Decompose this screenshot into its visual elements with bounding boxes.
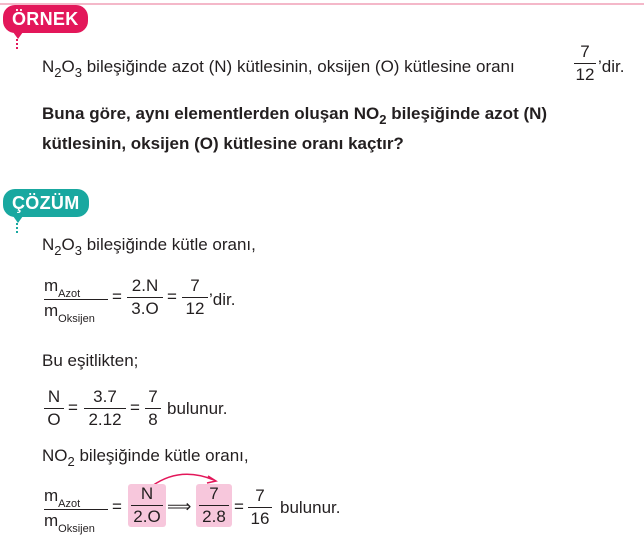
eq3-fraction-2-denominator: 2.O — [133, 507, 161, 526]
formula-o: O — [61, 235, 75, 254]
solution-intro-3-text: bileşiğinde kütle oranı, — [74, 446, 249, 465]
eq3-fraction-4 — [248, 486, 272, 529]
eq1-fraction-2-numerator: 2.N — [131, 276, 159, 295]
oksijen-subscript: Oksijen — [58, 523, 95, 535]
eq2-fraction-1-denominator: O — [47, 410, 61, 429]
eq1-fraction-3 — [182, 276, 208, 319]
fraction-bar — [127, 297, 163, 298]
eq1-fraction-2-denominator: 3.O — [131, 299, 159, 318]
formula-n-sub: 2 — [54, 65, 62, 80]
eq2-fraction-2-denominator: 2.12 — [88, 410, 122, 429]
eq2-fraction-3 — [145, 387, 161, 430]
question-suffix: ’dir. — [598, 57, 625, 76]
example-badge-dotted-line — [16, 39, 20, 49]
formula-n-sub: 2 — [54, 243, 62, 258]
equals-sign: = — [68, 398, 78, 417]
example-badge: ÖRNEK — [3, 5, 88, 33]
implies-arrow-icon: ⟹ — [167, 497, 192, 516]
eq2-fraction-3-numerator: 7 — [148, 387, 158, 406]
top-divider — [0, 3, 644, 5]
fraction-bar — [131, 505, 163, 506]
fraction-bar — [248, 507, 272, 508]
question-text: bileşiğinde azot (N) kütlesinin, oksijen (O) kütlesine oranı — [81, 57, 515, 76]
eq1-mass-numerator — [44, 276, 108, 298]
eq3-suffix: bulunur. — [280, 498, 341, 517]
example-badge-tail — [13, 32, 23, 39]
fraction-bar — [574, 63, 596, 64]
formula-no: NO — [42, 446, 68, 465]
question-ratio — [574, 42, 596, 85]
mass-symbol: m — [44, 301, 59, 320]
fraction-bar — [182, 297, 208, 298]
formula-n: N — [42, 57, 55, 76]
eq1-fraction-2 — [127, 276, 163, 319]
equals-sign: = — [112, 287, 122, 306]
equals-sign: = — [234, 497, 244, 516]
solution-badge: ÇÖZÜM — [3, 189, 89, 217]
eq3-fraction-3-numerator: 7 — [209, 484, 219, 503]
formula-no-sub: 2 — [67, 454, 75, 469]
formula-o: O — [61, 57, 75, 76]
oksijen-subscript: Oksijen — [58, 313, 95, 325]
formula-n: N — [42, 235, 55, 254]
eq3-mass-numerator — [44, 486, 108, 508]
equals-sign: = — [130, 398, 140, 417]
equals-sign: = — [167, 287, 177, 306]
eq1-suffix: ’dir. — [209, 290, 236, 309]
eq3-fraction-4-denominator: 16 — [250, 509, 270, 528]
eq1-mass-denominator — [44, 301, 108, 323]
eq2-suffix: bulunur. — [167, 399, 228, 418]
azot-subscript: Azot — [58, 288, 81, 300]
eq1-mass-ratio — [44, 276, 108, 323]
mass-symbol: m — [44, 486, 59, 505]
eq2-fraction-1-numerator: N — [47, 387, 61, 406]
solution-badge-dotted-line — [16, 223, 20, 233]
solution-intro-1-text: bileşiğinde kütle oranı, — [81, 235, 256, 254]
mass-symbol: m — [44, 276, 59, 295]
eq3-fraction-2-highlighted — [128, 484, 166, 527]
eq2-fraction-3-denominator: 8 — [148, 410, 158, 429]
equals-sign: = — [112, 497, 122, 516]
question-line-2-sub: 2 — [379, 112, 387, 127]
question-ratio-denominator: 12 — [575, 65, 595, 84]
eq3-fraction-3-highlighted — [196, 484, 232, 527]
question-line-2 — [42, 104, 548, 127]
mass-symbol: m — [44, 511, 59, 530]
question-line-2-text: Buna göre, aynı elementlerden oluşan NO — [42, 104, 380, 123]
eq2-fraction-2 — [84, 387, 126, 430]
solution-intro-2: Bu eşitlikten; — [42, 351, 139, 370]
eq2-fraction-2-numerator: 3.7 — [93, 387, 117, 406]
question-ratio-numerator: 7 — [580, 42, 590, 61]
formula-o-sub: 3 — [74, 65, 82, 80]
question-line-3: kütlesinin, oksijen (O) kütlesine oranı kaçtır? — [42, 134, 404, 153]
azot-subscript: Azot — [58, 498, 81, 510]
eq3-mass-denominator — [44, 511, 108, 533]
question-line-2-rest: bileşiğinde azot (N) — [386, 104, 548, 123]
eq1-fraction-3-numerator: 7 — [190, 276, 200, 295]
question-line-1 — [42, 57, 515, 80]
eq3-mass-ratio — [44, 486, 108, 533]
fraction-bar — [44, 408, 64, 409]
eq3-fraction-2-numerator: N — [140, 484, 154, 503]
formula-o-sub: 3 — [74, 243, 82, 258]
eq3-fraction-4-numerator: 7 — [255, 486, 265, 505]
eq2-fraction-1 — [44, 387, 64, 430]
solution-badge-tail — [13, 216, 23, 223]
fraction-bar — [84, 408, 126, 409]
solution-intro-1 — [42, 235, 256, 258]
solution-intro-3 — [42, 446, 249, 469]
fraction-bar — [145, 408, 161, 409]
eq3-fraction-3-denominator: 2.8 — [202, 507, 226, 526]
fraction-bar — [199, 505, 229, 506]
eq1-fraction-3-denominator: 12 — [185, 299, 205, 318]
